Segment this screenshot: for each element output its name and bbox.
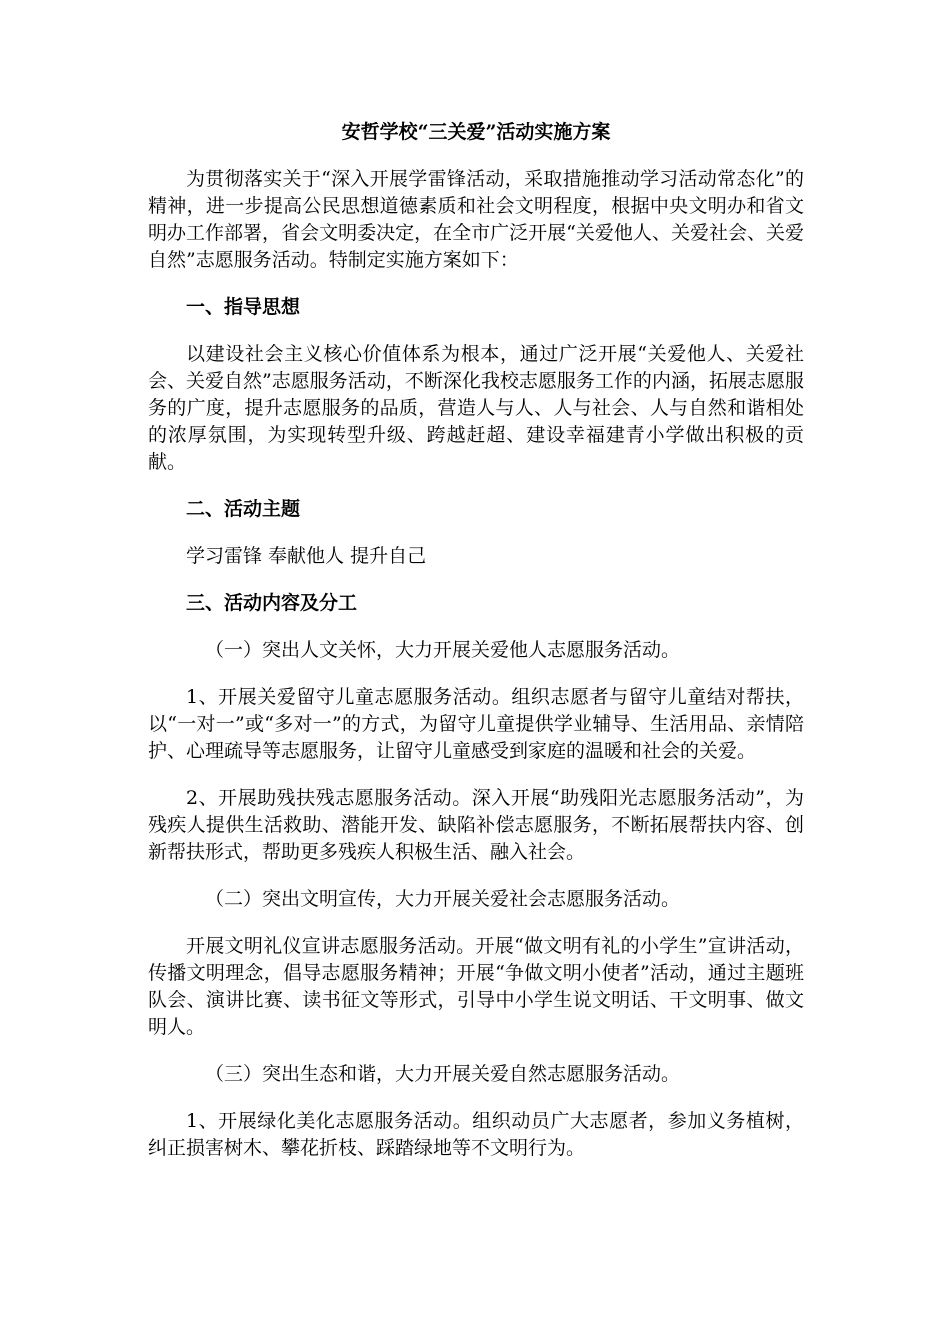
- document-title: 安哲学校“三关爱”活动实施方案: [341, 121, 611, 143]
- document-page: [148, 118, 804, 1182]
- subsection-title-caring-for-nature: （三）突出生态和谐，大力开展关爱自然志愿服务活动。: [205, 1063, 681, 1085]
- item-left-behind-children: 1、开展关爱留守儿童志愿服务活动。组织志愿者与留守儿童结对帮扶，以“一对一”或“多对一”的方式，为留守儿童提供学业辅导、生活用品、亲情陪护、心理疏导等志愿服务，让留守儿童感受到家庭的温暖和社会的关爱。: [148, 686, 804, 762]
- section-heading-guiding-thought: 一、指导思想: [186, 296, 301, 318]
- section-heading-activity-content: 三、活动内容及分工: [186, 592, 358, 614]
- section-heading-activity-theme: 二、活动主题: [186, 498, 301, 520]
- activity-theme-text: 学习雷锋 奉献他人 提升自己: [186, 545, 427, 567]
- subsection-title-caring-for-society: （二）突出文明宣传，大力开展关爱社会志愿服务活动。: [205, 888, 681, 910]
- subsection-title-caring-for-others: （一）突出人文关怀，大力开展关爱他人志愿服务活动。: [205, 639, 681, 661]
- item-civility-promotion: 开展文明礼仪宣讲志愿服务活动。开展“做文明有礼的小学生”宣讲活动，传播文明理念，倡导志愿服务精神；开展“争做文明小使者”活动，通过主题班队会、演讲比赛、读书征文等形式，引导中小学生说文明话、干文明事、做文明人。: [148, 935, 804, 1038]
- item-greening: 1、开展绿化美化志愿服务活动。组织动员广大志愿者，参加义务植树，纠正损害树木、攀花折枝、踩踏绿地等不文明行为。: [148, 1110, 804, 1159]
- item-disability-support: 2、开展助残扶残志愿服务活动。深入开展“助残阳光志愿服务活动”，为残疾人提供生活救助、潜能开发、缺陷补偿志愿服务，不断拓展帮扶内容、创新帮扶形式，帮助更多残疾人积极生活、融入社会。: [148, 787, 804, 863]
- intro-paragraph: 为贯彻落实关于“深入开展学雷锋活动，采取措施推动学习活动常态化”的精神，进一步提高公民思想道德素质和社会文明程度，根据中央文明办和省文明办工作部署，省会文明委决定，在全市广泛开展“关爱他人、关爱社会、关爱自然”志愿服务活动。特制定实施方案如下：: [148, 168, 804, 271]
- guiding-thought-paragraph: 以建设社会主义核心价值体系为根本，通过广泛开展“关爱他人、关爱社会、关爱自然”志愿服务活动，不断深化我校志愿服务工作的内涵，拓展志愿服务的广度，提升志愿服务的品质，营造人与人、人与社会、人与自然和谐相处的浓厚氛围，为实现转型升级、跨越赶超、建设幸福建青小学做出积极的贡献。: [148, 343, 804, 473]
